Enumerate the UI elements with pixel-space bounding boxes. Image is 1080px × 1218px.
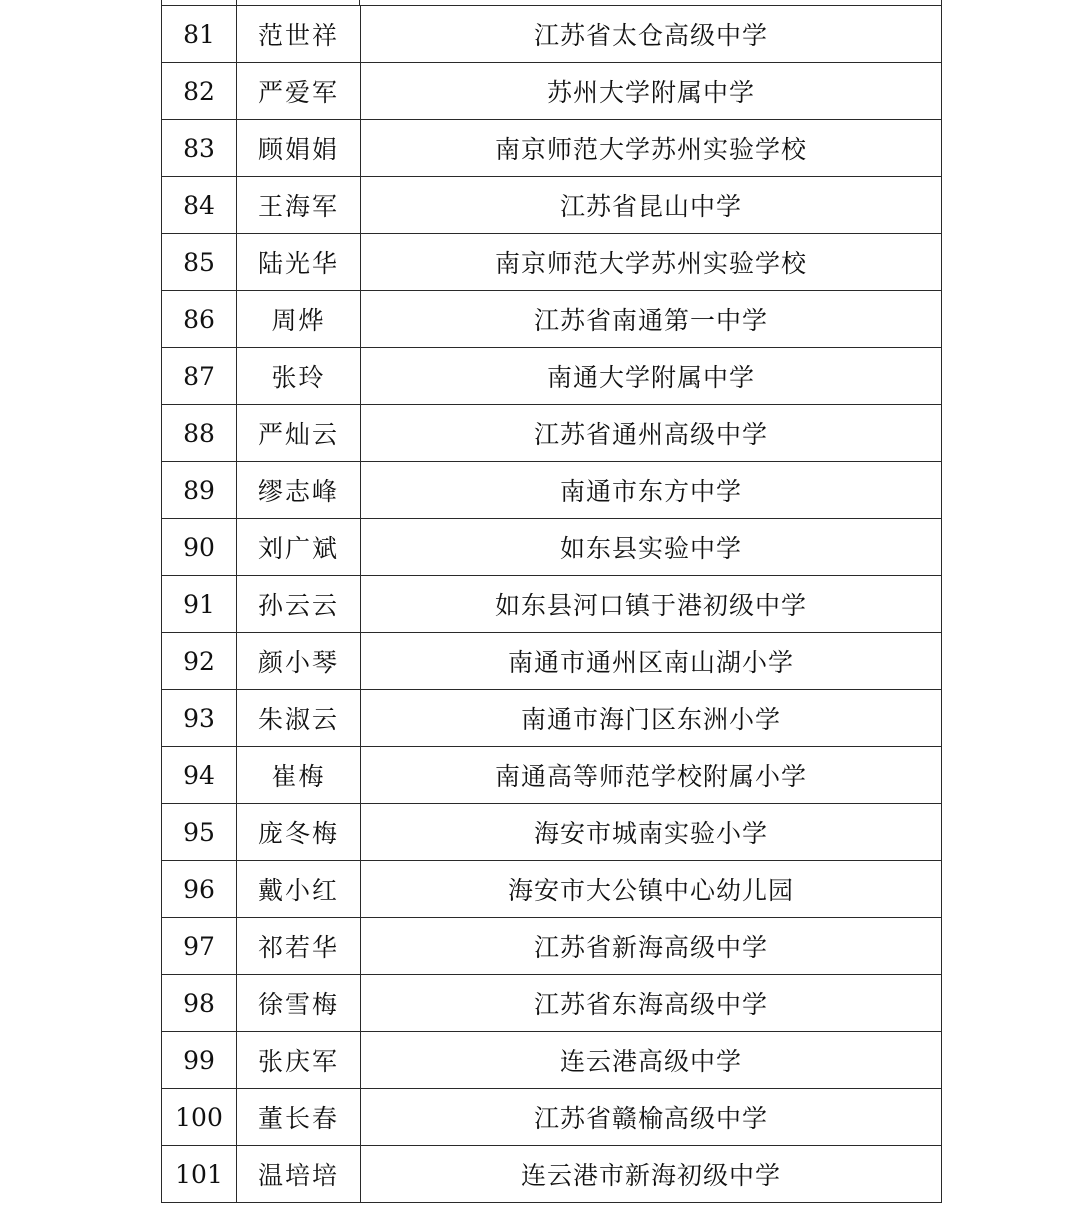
row-number-cell: 84: [162, 177, 237, 234]
person-name-cell: 严灿云: [237, 405, 361, 462]
school-name-cell: 连云港高级中学: [361, 1032, 942, 1089]
person-name-cell: 陆光华: [237, 234, 361, 291]
table-row: [162, 633, 942, 690]
school-name-cell: 江苏省东海高级中学: [361, 975, 942, 1032]
row-number-cell: 92: [162, 633, 237, 690]
table-row: [162, 519, 942, 576]
person-name-cell: 戴小红: [237, 861, 361, 918]
table-row: [162, 120, 942, 177]
table-row: [162, 918, 942, 975]
row-number-cell: 85: [162, 234, 237, 291]
school-name-cell: 海安市城南实验小学: [361, 804, 942, 861]
person-name-cell: 王海军: [237, 177, 361, 234]
person-name-cell: 孙云云: [237, 576, 361, 633]
row-number-cell: 100: [162, 1089, 237, 1146]
school-name-cell: 南通市海门区东洲小学: [361, 690, 942, 747]
row-number-cell: 81: [162, 6, 237, 63]
name-list-table: [161, 5, 942, 1203]
row-number-cell: 99: [162, 1032, 237, 1089]
school-name-cell: 苏州大学附属中学: [361, 63, 942, 120]
row-number-cell: 83: [162, 120, 237, 177]
school-name-cell: 如东县实验中学: [361, 519, 942, 576]
table-row: [162, 576, 942, 633]
table-row: [162, 975, 942, 1032]
name-list-table-container: [161, 5, 942, 1203]
school-name-cell: 如东县河口镇于港初级中学: [361, 576, 942, 633]
row-number-cell: 87: [162, 348, 237, 405]
table-row: [162, 462, 942, 519]
school-name-cell: 江苏省通州高级中学: [361, 405, 942, 462]
school-name-cell: 江苏省新海高级中学: [361, 918, 942, 975]
row-number-cell: 82: [162, 63, 237, 120]
table-row: [162, 63, 942, 120]
table-row: [162, 1146, 942, 1203]
person-name-cell: 朱淑云: [237, 690, 361, 747]
person-name-cell: 庞冬梅: [237, 804, 361, 861]
row-number-cell: 91: [162, 576, 237, 633]
table-row: [162, 291, 942, 348]
school-name-cell: 江苏省南通第一中学: [361, 291, 942, 348]
table-row: [162, 6, 942, 63]
person-name-cell: 缪志峰: [237, 462, 361, 519]
person-name-cell: 董长春: [237, 1089, 361, 1146]
person-name-cell: 刘广斌: [237, 519, 361, 576]
school-name-cell: 南京师范大学苏州实验学校: [361, 234, 942, 291]
person-name-cell: 周烨: [237, 291, 361, 348]
school-name-cell: 海安市大公镇中心幼儿园: [361, 861, 942, 918]
school-name-cell: 南通大学附属中学: [361, 348, 942, 405]
person-name-cell: 张庆军: [237, 1032, 361, 1089]
person-name-cell: 严爱军: [237, 63, 361, 120]
person-name-cell: 顾娟娟: [237, 120, 361, 177]
person-name-cell: 张玲: [237, 348, 361, 405]
school-name-cell: 连云港市新海初级中学: [361, 1146, 942, 1203]
person-name-cell: 徐雪梅: [237, 975, 361, 1032]
row-number-cell: 95: [162, 804, 237, 861]
school-name-cell: 江苏省昆山中学: [361, 177, 942, 234]
table-body: [162, 6, 942, 1203]
person-name-cell: 颜小琴: [237, 633, 361, 690]
row-number-cell: 90: [162, 519, 237, 576]
table-row: [162, 234, 942, 291]
person-name-cell: 温培培: [237, 1146, 361, 1203]
table-row: [162, 804, 942, 861]
school-name-cell: 江苏省赣榆高级中学: [361, 1089, 942, 1146]
table-row: [162, 747, 942, 804]
row-number-cell: 96: [162, 861, 237, 918]
school-name-cell: 南通高等师范学校附属小学: [361, 747, 942, 804]
table-row: [162, 690, 942, 747]
row-number-cell: 94: [162, 747, 237, 804]
school-name-cell: 江苏省太仓高级中学: [361, 6, 942, 63]
row-number-cell: 98: [162, 975, 237, 1032]
table-row: [162, 177, 942, 234]
school-name-cell: 南通市通州区南山湖小学: [361, 633, 942, 690]
row-number-cell: 101: [162, 1146, 237, 1203]
row-number-cell: 89: [162, 462, 237, 519]
row-number-cell: 88: [162, 405, 237, 462]
table-row: [162, 861, 942, 918]
school-name-cell: 南通市东方中学: [361, 462, 942, 519]
table-row: [162, 1089, 942, 1146]
table-row: [162, 1032, 942, 1089]
table-row: [162, 348, 942, 405]
person-name-cell: 崔梅: [237, 747, 361, 804]
row-number-cell: 86: [162, 291, 237, 348]
person-name-cell: 祁若华: [237, 918, 361, 975]
row-number-cell: 97: [162, 918, 237, 975]
table-row: [162, 405, 942, 462]
person-name-cell: 范世祥: [237, 6, 361, 63]
school-name-cell: 南京师范大学苏州实验学校: [361, 120, 942, 177]
row-number-cell: 93: [162, 690, 237, 747]
